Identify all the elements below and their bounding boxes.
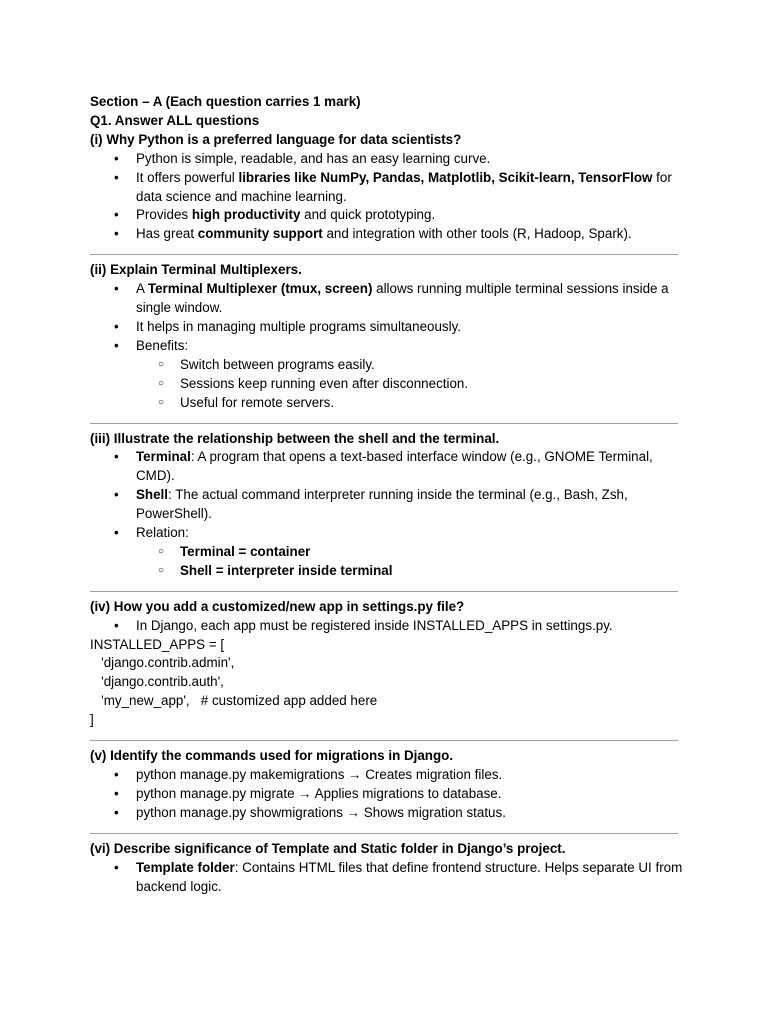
list-item: • Provides high productivity and quick prototyping. (90, 206, 690, 225)
question-iii-list (90, 448, 690, 543)
question-vi-title: (vi) Describe significance of Template and Static folder in Django’s project. (90, 840, 566, 856)
question-i-title: (i) Why Python is a preferred language for data scientists? (90, 131, 462, 147)
sub-list-item: ○ Shell = interpreter inside terminal (90, 562, 690, 581)
divider (90, 591, 678, 592)
code-line: 'django.contrib.admin', (90, 655, 235, 671)
divider (90, 833, 678, 834)
q1-title: Q1. Answer ALL questions (90, 112, 260, 128)
question-v-title: (v) Identify the commands used for migrations in Django. (90, 748, 454, 764)
question-vi-list (90, 859, 690, 897)
question-ii-list (90, 280, 690, 356)
list-item: • python manage.py migrate → Applies migrations to database. (90, 785, 690, 804)
list-item: • Relation: (90, 524, 690, 543)
list-item: • It offers powerful libraries like NumPy, Pandas, Matplotlib, Scikit-learn, TensorFlow for data science and machine learning. (90, 169, 690, 207)
sub-list-item: ○ Switch between programs easily. (90, 356, 690, 375)
question-iii-sublist (90, 543, 690, 581)
question-ii-sublist (90, 356, 690, 413)
sub-list-item: ○ Sessions keep running even after disconnection. (90, 375, 690, 394)
list-item: • python manage.py makemigrations → Creates migration files. (90, 766, 690, 785)
list-item: • python manage.py showmigrations → Shows migration status. (90, 804, 690, 823)
question-v-list (90, 766, 690, 823)
divider (90, 740, 678, 741)
question-iv-title: (iv) How you add a customized/new app in settings.py file? (90, 598, 465, 614)
code-line: 'django.contrib.auth', (90, 674, 224, 690)
divider (90, 423, 678, 424)
code-line: INSTALLED_APPS = [ (90, 636, 225, 652)
question-i-list (90, 150, 690, 245)
sub-list-item: ○ Useful for remote servers. (90, 394, 690, 413)
list-item: • It helps in managing multiple programs simultaneously. (90, 318, 690, 337)
list-item: • Terminal: A program that opens a text-based interface window (e.g., GNOME Terminal, CMD). (90, 448, 690, 486)
list-item: • Python is simple, readable, and has an easy learning curve. (90, 150, 690, 169)
list-item: • Shell: The actual command interpreter running inside the terminal (e.g., Bash, Zsh, PowerShell). (90, 486, 690, 524)
code-line: 'my_new_app', # customized app added here (90, 693, 378, 709)
list-item: • In Django, each app must be registered inside INSTALLED_APPS in settings.py. (90, 617, 690, 636)
list-item: • Benefits: (90, 337, 690, 356)
list-item: • Has great community support and integration with other tools (R, Hadoop, Spark). (90, 225, 690, 244)
list-item: • A Terminal Multiplexer (tmux, screen) allows running multiple terminal sessions inside a single window. (90, 280, 690, 318)
question-iii-title: (iii) Illustrate the relationship between the shell and the terminal. (90, 430, 500, 446)
divider (90, 254, 678, 255)
list-item: • Template folder: Contains HTML files that define frontend structure. Helps separate UI from backend logic. (90, 859, 690, 897)
sub-list-item: ○ Terminal = container (90, 543, 690, 562)
section-title: Section – A (Each question carries 1 mark) (90, 94, 361, 109)
question-iv-list (90, 617, 690, 636)
document-page (90, 93, 690, 896)
question-ii-title: (ii) Explain Terminal Multiplexers. (90, 262, 302, 278)
code-line: ] (90, 712, 94, 728)
